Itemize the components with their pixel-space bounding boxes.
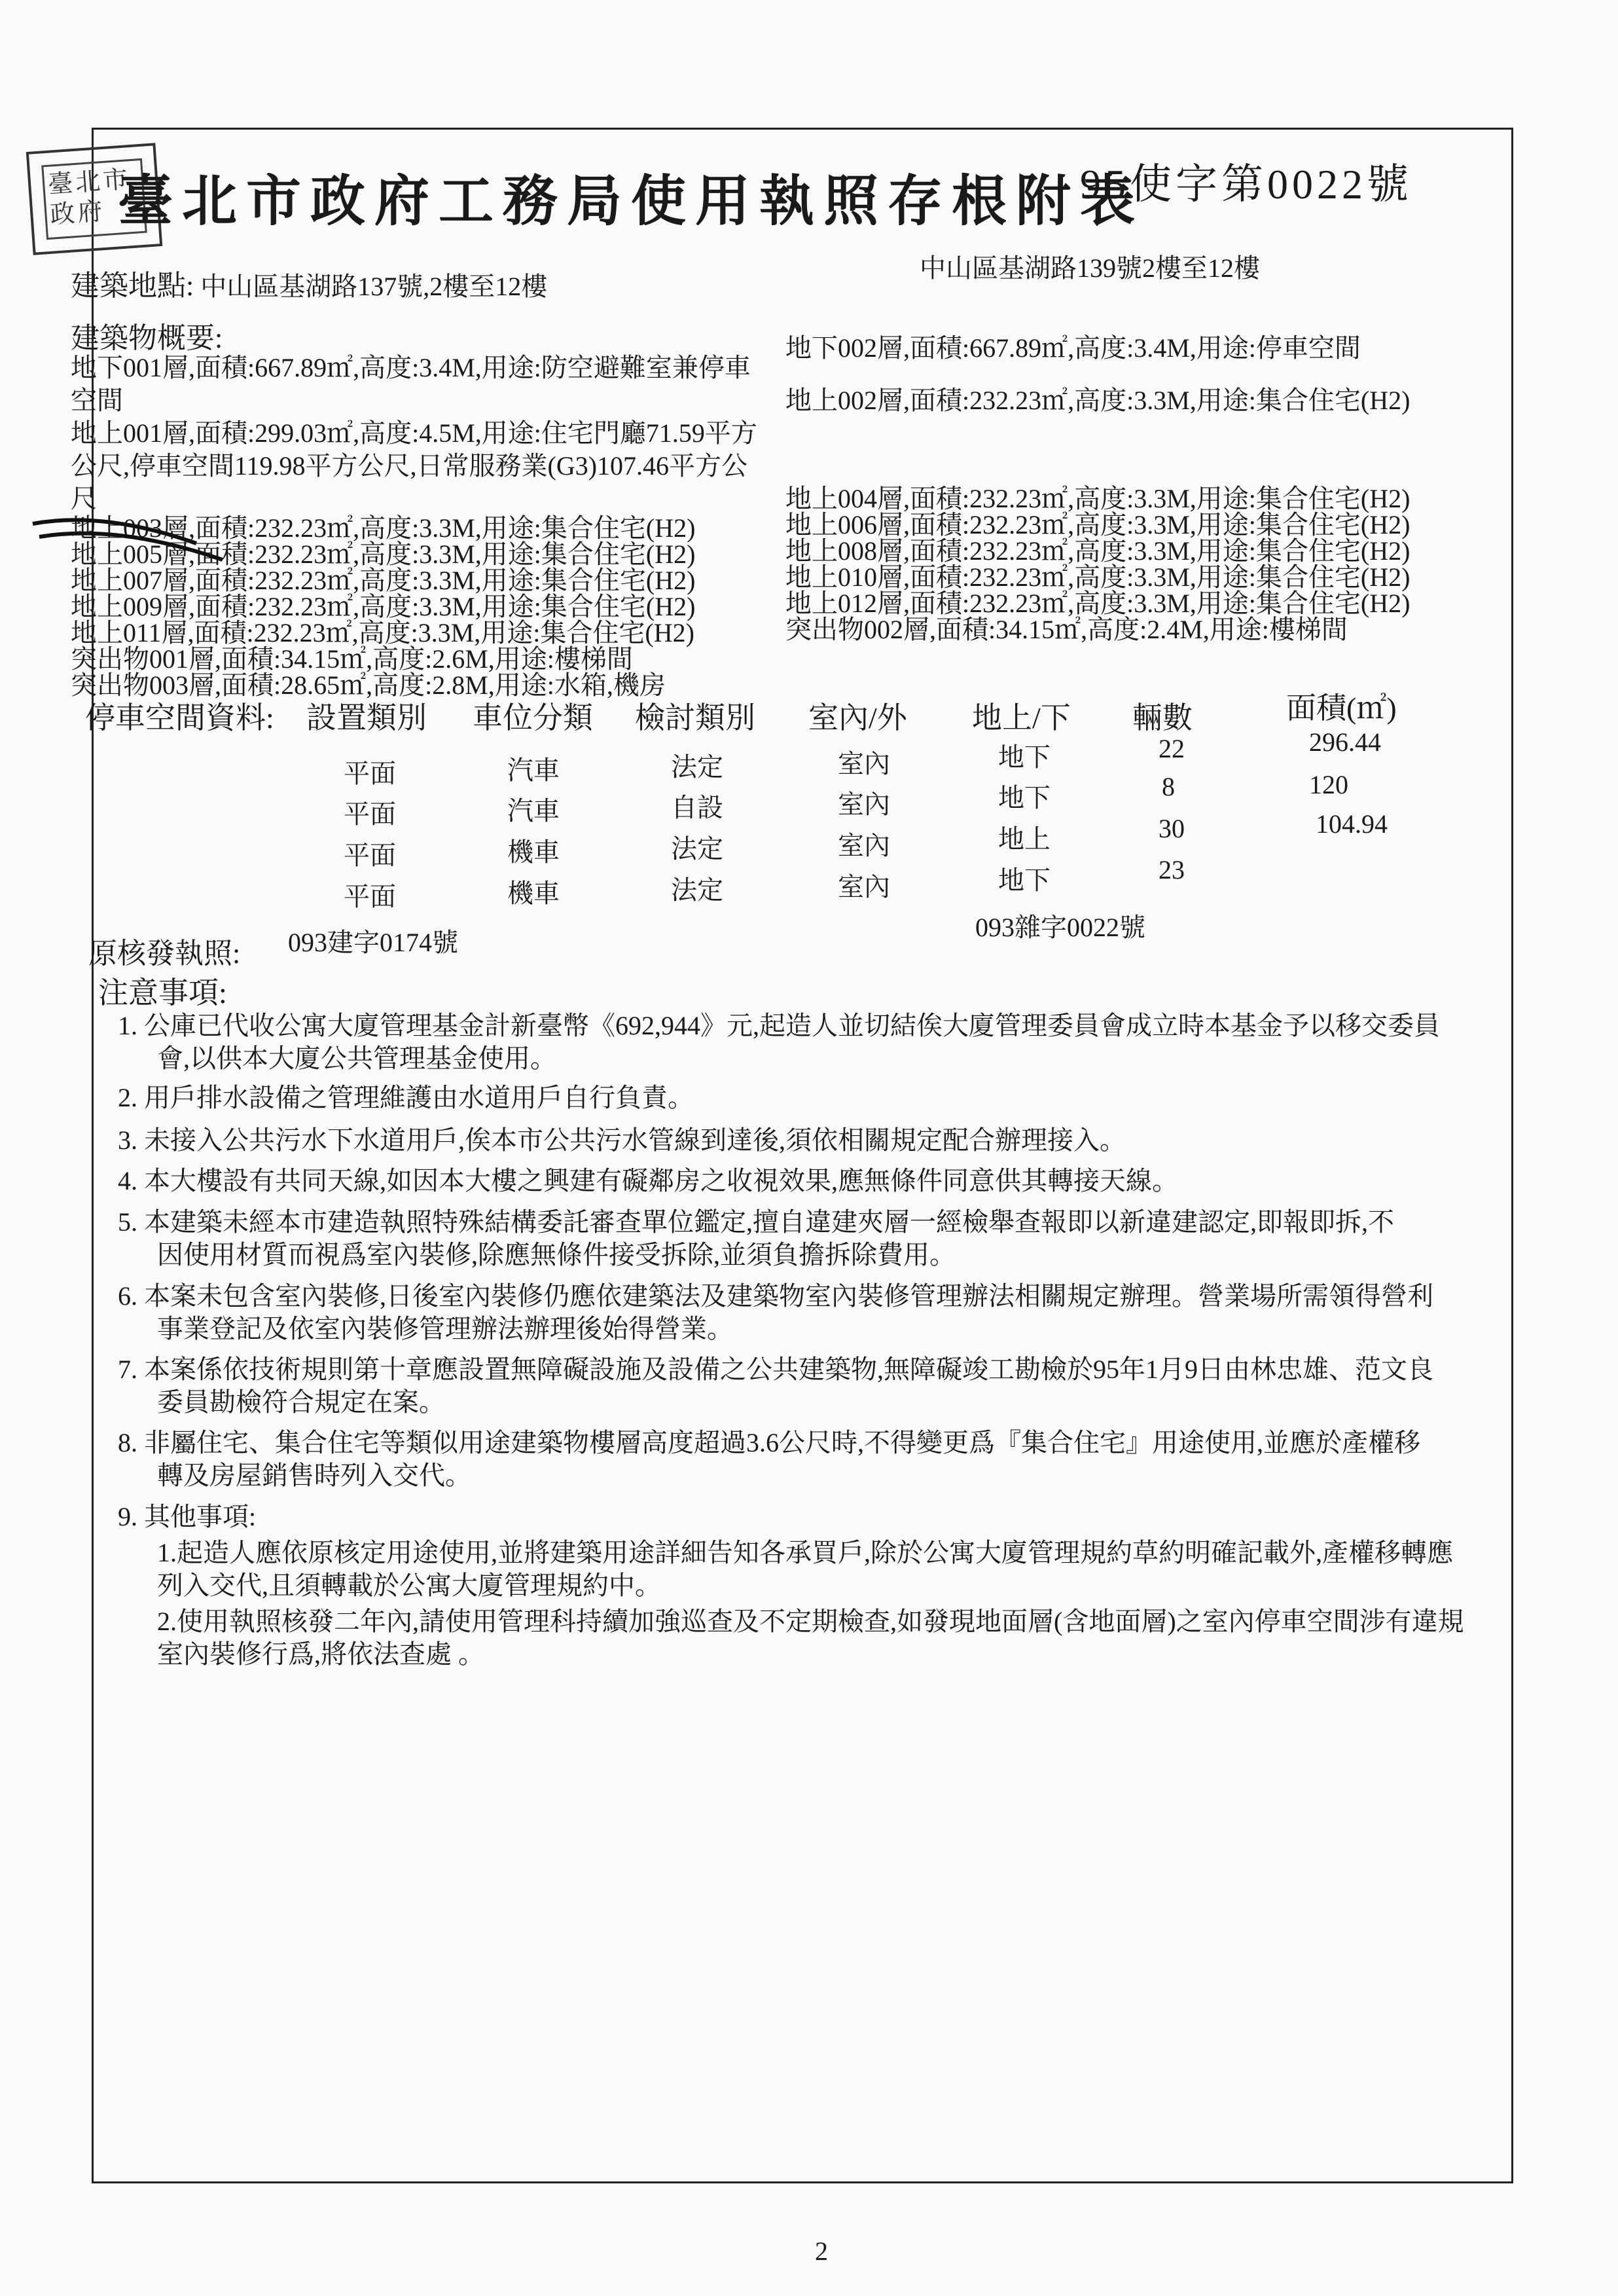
building-line-left: 地上003層,面積:232.23㎡,高度:3.3M,用途:集合住宅(H2): [71, 513, 696, 543]
parking-cell: 120: [1309, 770, 1348, 799]
parking-cell: 法定: [671, 875, 723, 905]
parking-header-area: 面積(㎡): [1286, 691, 1397, 725]
page-number: 2: [815, 2236, 828, 2266]
building-line-left: 地上001層,面積:299.03㎡,高度:4.5M,用途:住宅門廳71.59平方: [71, 418, 757, 448]
parking-cell: 地上: [998, 824, 1051, 854]
original-permit-value-1: 093建字0174號: [288, 928, 458, 957]
note-line: 列入交代,且須轉載於公寓大廈管理規約中。: [157, 1571, 661, 1600]
building-line-left: 地下001層,面積:667.89㎡,高度:3.4M,用途:防空避難室兼停車: [71, 353, 751, 382]
building-line-left: 突出物001層,面積:34.15㎡,高度:2.6M,用途:樓梯間: [71, 644, 633, 674]
building-line-right: 地上006層,面積:232.23㎡,高度:3.3M,用途:集合住宅(H2): [785, 510, 1411, 539]
building-line-left: 空間: [71, 386, 123, 415]
parking-header-setup-type: 設置類別: [306, 701, 427, 735]
parking-cell: 平面: [344, 799, 396, 829]
building-line-right: 地上004層,面積:232.23㎡,高度:3.3M,用途:集合住宅(H2): [785, 484, 1411, 513]
building-line-right: 地上012層,面積:232.23㎡,高度:3.3M,用途:集合住宅(H2): [785, 589, 1411, 618]
note-line: 8. 非屬住宅、集合住宅等類似用途建築物樓層高度超過3.6公尺時,不得變更爲『集合住宅』用途使用,並應於產權移: [118, 1428, 1420, 1457]
parking-cell: 296.44: [1309, 727, 1381, 757]
parking-cell: 平面: [344, 759, 396, 788]
note-line: 2.使用執照核發二年內,請使用管理科持續加強巡查及不定期檢查,如發現地面層(含地面層)之室內停車空間涉有違規: [157, 1607, 1464, 1636]
building-line-left: 地上011層,面積:232.23㎡,高度:3.3M,用途:集合住宅(H2): [71, 618, 694, 647]
note-line: 會,以供本大廈公共管理基金使用。: [157, 1044, 556, 1073]
building-line-right: 突出物002層,面積:34.15㎡,高度:2.4M,用途:樓梯間: [785, 615, 1348, 644]
note-line: 事業登記及依室內裝修管理辦法辦理後始得營業。: [157, 1314, 733, 1343]
parking-cell: 23: [1159, 855, 1185, 884]
parking-header-space-class: 車位分類: [473, 701, 593, 735]
location-line: [71, 262, 547, 304]
parking-cell: 30: [1159, 814, 1185, 843]
parking-cell: 22: [1159, 734, 1185, 763]
parking-cell: 室內: [838, 790, 890, 819]
building-line-left: 公尺,停車空間119.98平方公尺,日常服務業(G3)107.46平方公: [71, 451, 748, 481]
parking-cell: 室內: [838, 872, 890, 902]
building-summary-label: 建築物概要:: [71, 322, 223, 354]
note-line: 1. 公庫已代收公寓大廈管理基金計新臺幣《692,944》元,起造人並切結俟大廈管理委員會成立時本基金予以移交委員: [118, 1011, 1440, 1040]
note-line: 委員勘檢符合規定在案。: [157, 1387, 445, 1417]
permit-number: 95使字第0022號: [1080, 161, 1412, 208]
parking-label: 停車空間資料:: [85, 701, 274, 735]
parking-cell: 8: [1162, 772, 1175, 801]
note-line: 2. 用戶排水設備之管理維護由水道用戶自行負責。: [118, 1083, 694, 1112]
parking-header-count: 輛數: [1132, 701, 1193, 735]
parking-cell: 地下: [998, 742, 1051, 772]
note-line: 5. 本建築未經本市建造執照特殊結構委託審查單位鑑定,擅自違建夾層一經檢舉查報即以新違建認定,即報即拆,不: [118, 1207, 1394, 1237]
parking-cell: 機車: [507, 837, 560, 867]
note-line: 3. 未接入公共污水下水道用戶,俟本市公共污水管線到達後,須依相關規定配合辦理接入。: [118, 1125, 1126, 1155]
parking-cell: 地下: [998, 866, 1051, 895]
building-line-right: 地上008層,面積:232.23㎡,高度:3.3M,用途:集合住宅(H2): [785, 536, 1411, 566]
building-line-right: 地上002層,面積:232.23㎡,高度:3.3M,用途:集合住宅(H2): [785, 386, 1411, 415]
note-line: 7. 本案係依技術規則第十章應設置無障礙設施及設備之公共建築物,無障礙竣工勘檢於95年1月9日由林忠雄、范文良: [118, 1355, 1433, 1384]
building-line-right: 地下002層,面積:667.89㎡,高度:3.4M,用途:停車空間: [785, 333, 1361, 363]
original-permit-value-2: 093雜字0022號: [975, 913, 1145, 942]
parking-header-above-below: 地上/下: [972, 701, 1071, 735]
parking-cell: 汽車: [507, 796, 560, 826]
building-line-left: 突出物003層,面積:28.65㎡,高度:2.8M,用途:水箱,機房: [71, 670, 666, 700]
note-line: 因使用材質而視爲室內裝修,除應無條件接受拆除,並須負擔拆除費用。: [157, 1240, 956, 1269]
parking-header-review-class: 檢討類別: [635, 701, 755, 735]
location-address-2: 中山區基湖路139號2樓至12樓: [920, 253, 1260, 283]
parking-cell: 自設: [671, 793, 723, 822]
parking-cell: 平面: [344, 882, 396, 911]
parking-cell: 法定: [671, 752, 723, 782]
note-line: 4. 本大樓設有共同天線,如因本大樓之興建有礙鄰房之收視效果,應無條件同意供其轉接天線。: [118, 1166, 1178, 1195]
building-line-left: 尺: [71, 484, 97, 513]
parking-cell: 法定: [671, 834, 723, 864]
parking-cell: 地下: [998, 783, 1051, 812]
seal-text: 臺北市政府: [46, 166, 132, 229]
building-line-left: 地上009層,面積:232.23㎡,高度:3.3M,用途:集合住宅(H2): [71, 592, 696, 621]
notes-label: 注意事項:: [98, 976, 227, 1010]
building-line-left: 地上007層,面積:232.23㎡,高度:3.3M,用途:集合住宅(H2): [71, 566, 696, 595]
original-permit-label: 原核發執照:: [88, 938, 241, 970]
note-line: 6. 本案未包含室內裝修,日後室內裝修仍應依建築法及建築物室內裝修管理辦法相關規定辦理。營業場所需領得營利: [118, 1281, 1433, 1311]
building-line-right: 地上010層,面積:232.23㎡,高度:3.3M,用途:集合住宅(H2): [785, 562, 1411, 592]
note-line: 室內裝修行爲,將依法查處 。: [157, 1639, 484, 1669]
parking-cell: 汽車: [507, 756, 560, 785]
parking-cell: 室內: [838, 749, 890, 778]
handwritten-mark: [26, 504, 249, 576]
parking-cell: 機車: [507, 879, 560, 908]
document-title: 臺北市政府工務局使用執照存根附表: [118, 172, 1145, 232]
parking-cell: 室內: [838, 831, 890, 860]
parking-cell: 104.94: [1316, 809, 1388, 839]
building-line-left: 地上005層,面積:232.23㎡,高度:3.3M,用途:集合住宅(H2): [71, 539, 696, 569]
location-address-1: 中山區基湖路137號,2樓至12樓: [194, 272, 548, 301]
note-line: 1.起造人應依原核定用途使用,並將建築用途詳細告知各承買戶,除於公寓大廈管理規約草約明確記載外,產權移轉應: [157, 1538, 1453, 1567]
parking-cell: 平面: [344, 841, 396, 870]
location-label: 建築地點:: [71, 270, 194, 302]
note-line: 轉及房屋銷售時列入交代。: [157, 1461, 471, 1490]
note-line: 9. 其他事項:: [118, 1502, 257, 1531]
parking-header-indoor-outdoor: 室內/外: [808, 701, 907, 735]
